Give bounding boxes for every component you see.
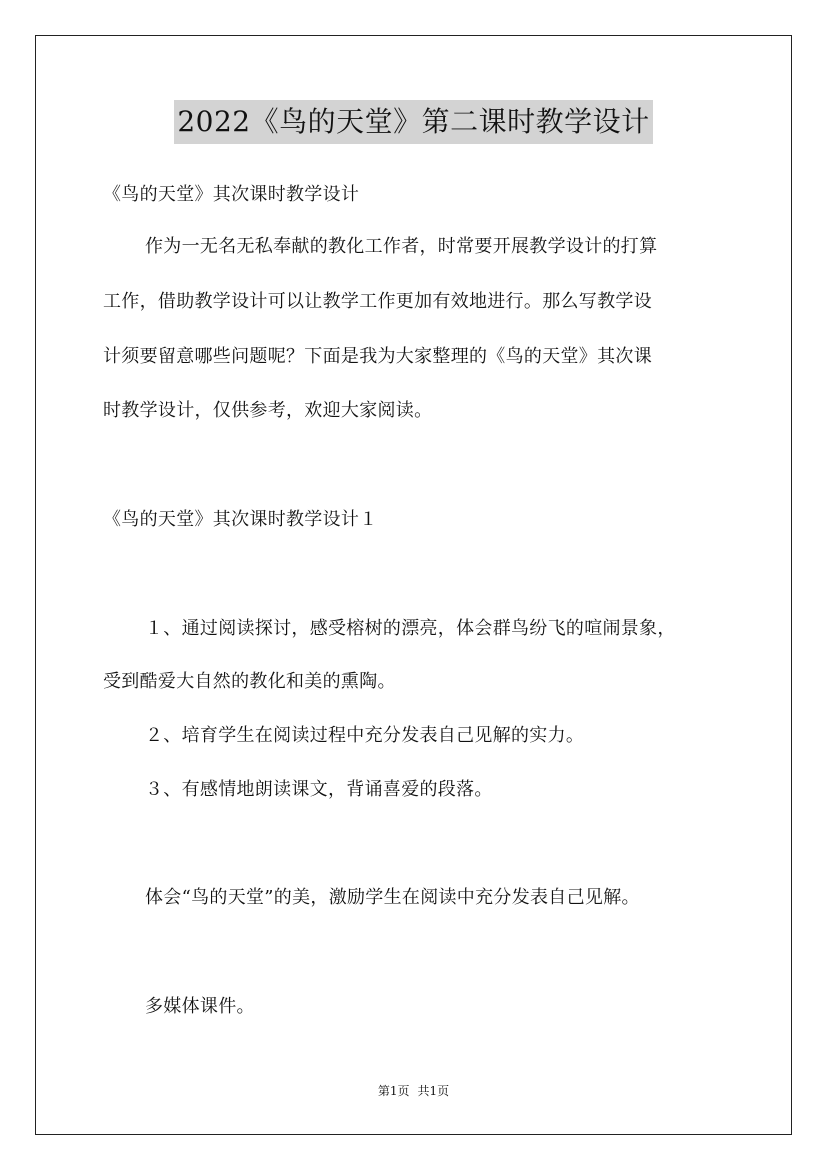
intro-line-1: 作为一无名无私奉献的教化工作者，时常要开展教学设计的打算	[145, 236, 658, 257]
page-number-current: 第1页	[377, 1084, 410, 1098]
key-point: 体会“鸟的天堂”的美，激励学生在阅读中充分发表自己见解。	[145, 887, 640, 908]
document-title: 2022《鸟的天堂》第二课时教学设计	[174, 100, 652, 144]
intro-line-2: 工作，借助教学设计可以让教学工作更加有效地进行。那么写教学设	[103, 291, 652, 312]
title-container	[0, 100, 827, 144]
intro-line-3: 计须要留意哪些问题呢？下面是我为大家整理的《鸟的天堂》其次课	[103, 346, 652, 367]
objective-line-2: 受到酷爱大自然的教化和美的熏陶。	[103, 671, 396, 692]
section-heading: 《鸟的天堂》其次课时教学设计１	[103, 509, 378, 530]
page-number-total: 共1页	[417, 1084, 450, 1098]
page-footer	[0, 1083, 827, 1099]
objective-line-1: １、通过阅读探讨，感受榕树的漂亮，体会群鸟纷飞的喧闹景象，	[145, 618, 676, 639]
objective-line-3: ２、培育学生在阅读过程中充分发表自己见解的实力。	[145, 725, 585, 746]
intro-line-4: 时教学设计，仅供参考，欢迎大家阅读。	[103, 400, 433, 421]
materials: 多媒体课件。	[145, 996, 255, 1017]
objective-line-4: ３、有感情地朗读课文，背诵喜爱的段落。	[145, 779, 493, 800]
document-subtitle: 《鸟的天堂》其次课时教学设计	[103, 184, 360, 205]
